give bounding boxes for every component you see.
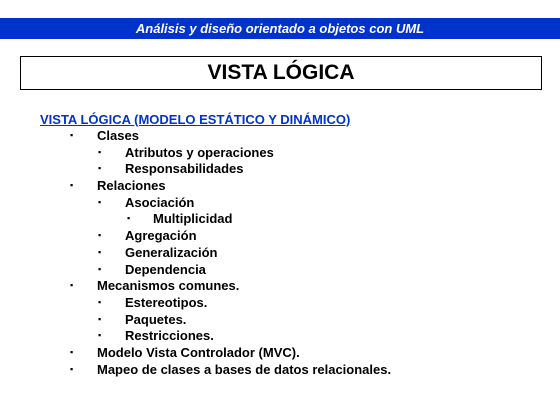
outline-item-level-2 — [0, 328, 560, 345]
square-bullet-icon: ▪ — [127, 213, 131, 224]
outline-item-level-2 — [0, 312, 560, 329]
outline-item-text: Multiplicidad — [153, 211, 233, 227]
outline-item-level-3 — [0, 211, 560, 228]
square-bullet-icon: ▪ — [98, 163, 102, 174]
square-bullet-icon: ▪ — [98, 230, 102, 241]
outline-item-text: Atributos y operaciones — [125, 144, 274, 160]
outline-item-text: Mapeo de clases a bases de datos relacionales. — [97, 361, 392, 377]
outline-item-text: Dependencia — [125, 261, 206, 277]
square-bullet-icon: ▪ — [98, 196, 102, 207]
outline-item-level-1 — [0, 128, 560, 145]
outline-item-text: Clases — [97, 128, 139, 143]
outline-item-text: Paquetes. — [125, 311, 187, 327]
outline-item-text: Restricciones. — [125, 328, 214, 344]
square-bullet-icon: ▪ — [70, 130, 74, 140]
slide-title: VISTA LÓGICA — [20, 56, 542, 90]
outline-item-text: Relaciones — [97, 178, 166, 194]
section-heading-link[interactable]: VISTA LÓGICA (MODELO ESTÁTICO Y DINÁMICO) — [40, 112, 351, 127]
outline-item-level-1 — [0, 178, 560, 195]
square-bullet-icon: ▪ — [70, 180, 74, 191]
outline-item-text: Asociación — [125, 194, 195, 210]
outline-item-text: Estereotipos. — [125, 294, 208, 310]
outline-item-level-1 — [0, 362, 560, 379]
outline-item-text: Modelo Vista Controlador (MVC). — [97, 344, 300, 360]
outline-item-level-2 — [0, 161, 560, 178]
square-bullet-icon: ▪ — [98, 246, 102, 257]
outline-item-level-2 — [0, 295, 560, 312]
square-bullet-icon: ▪ — [70, 363, 74, 374]
square-bullet-icon: ▪ — [70, 346, 74, 357]
outline-item-text: Agregación — [125, 228, 197, 244]
square-bullet-icon: ▪ — [70, 280, 74, 291]
bullet-outline — [0, 128, 560, 378]
outline-item-text: Generalización — [125, 244, 218, 260]
outline-item-level-1 — [0, 345, 560, 362]
outline-item-level-2 — [0, 245, 560, 262]
square-bullet-icon: ▪ — [98, 330, 102, 341]
square-bullet-icon: ▪ — [98, 146, 102, 157]
square-bullet-icon: ▪ — [98, 263, 102, 274]
outline-item-text: Mecanismos comunes. — [97, 278, 240, 294]
outline-item-level-1 — [0, 278, 560, 295]
outline-item-level-2 — [0, 145, 560, 162]
square-bullet-icon: ▪ — [98, 296, 102, 307]
square-bullet-icon: ▪ — [98, 313, 102, 324]
outline-item-level-2 — [0, 228, 560, 245]
outline-item-text: Responsabilidades — [125, 161, 244, 177]
outline-item-level-2 — [0, 195, 560, 212]
outline-item-level-2 — [0, 262, 560, 279]
header-banner: Análisis y diseño orientado a objetos con UML — [0, 18, 560, 39]
